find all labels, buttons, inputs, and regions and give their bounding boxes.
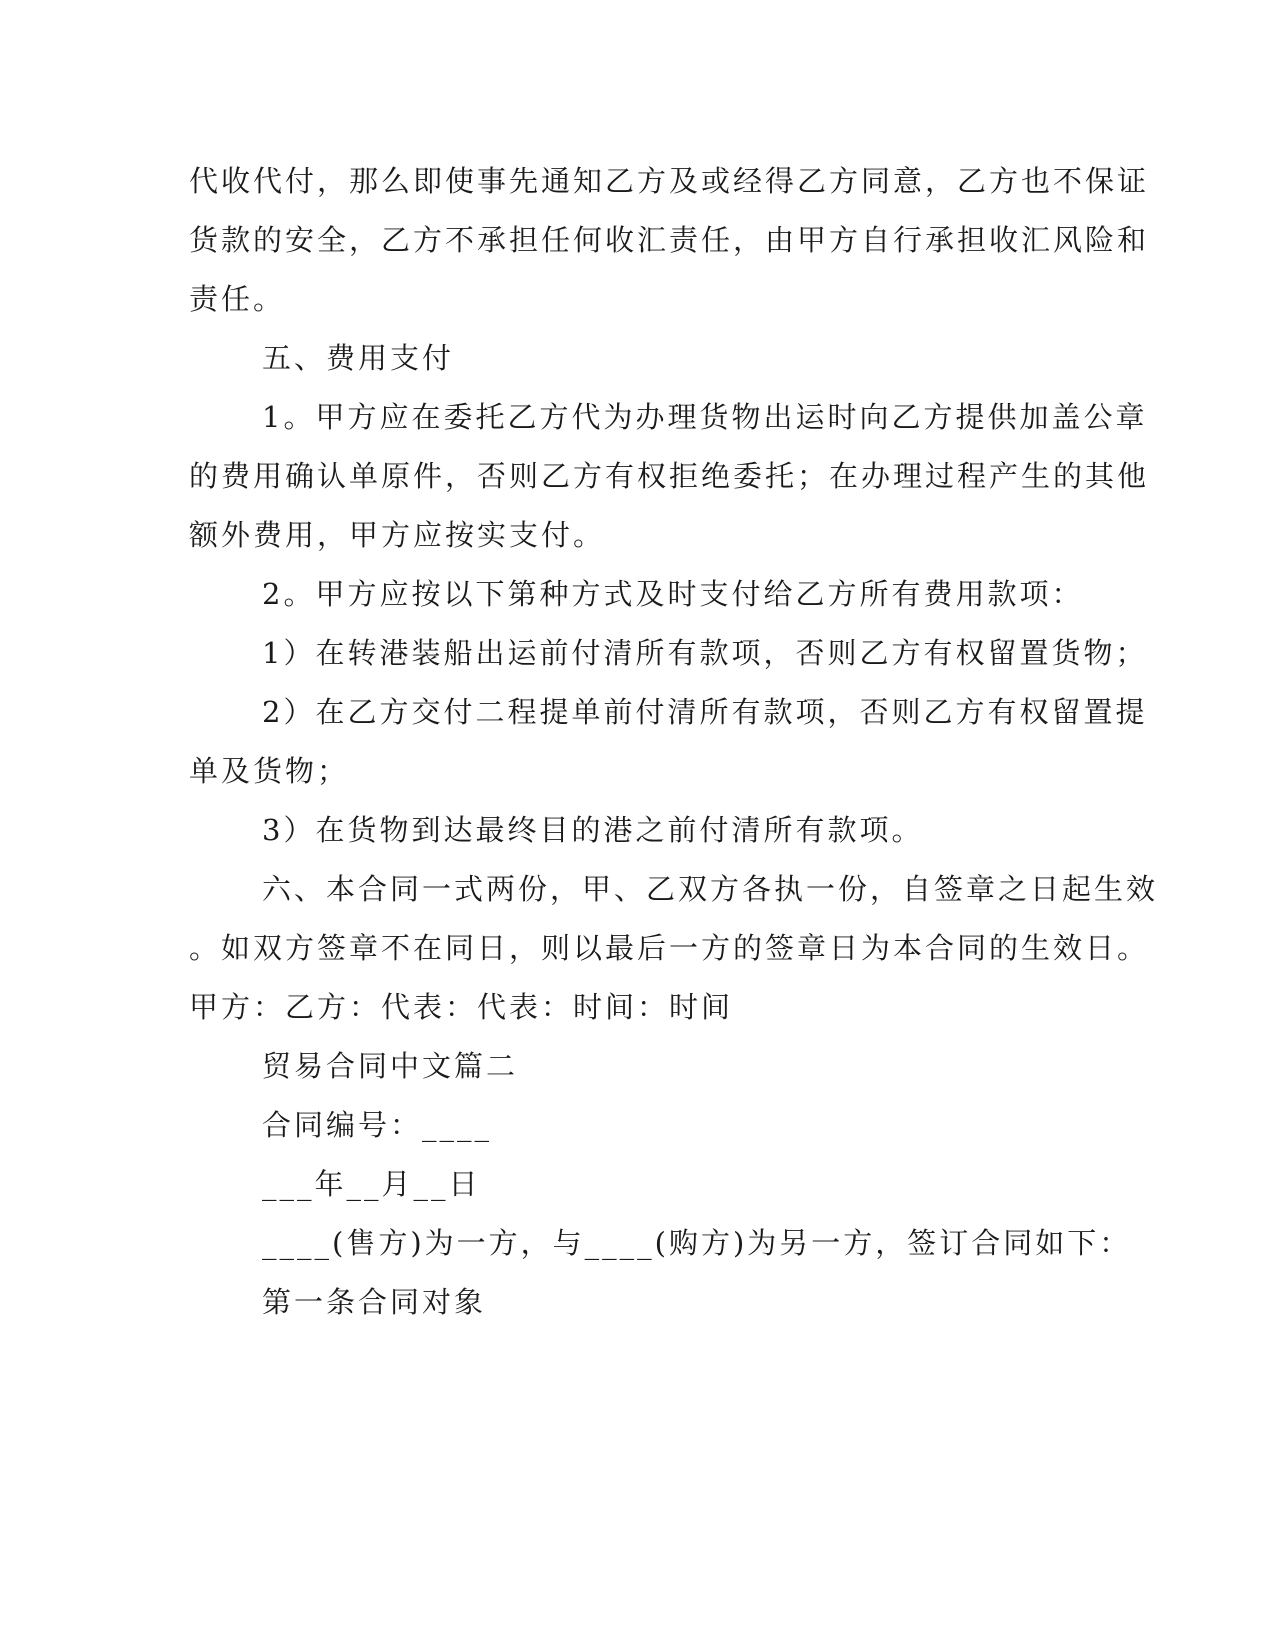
- text-line: 额外费用，甲方应按实支付。: [189, 518, 606, 552]
- text-line: 代收代付，那么即使事先通知乙方及或经得乙方同意，乙方也不保证: [189, 164, 1150, 198]
- article-heading: 第一条合同对象: [262, 1285, 487, 1319]
- text-line: 2）在乙方交付二程提单前付清所有款项，否则乙方有权留置提: [262, 695, 1148, 729]
- contract-number: 合同编号：____: [262, 1108, 493, 1142]
- text-line: 2。甲方应按以下第种方式及时支付给乙方所有费用款项：: [262, 577, 1084, 611]
- text-line: 的费用确认单原件，否则乙方有权拒绝委托；在办理过程产生的其他: [189, 459, 1150, 493]
- text-line: 3）在货物到达最终目的港之前付清所有款项。: [262, 813, 924, 847]
- section-heading: 五、费用支付: [262, 341, 455, 375]
- document-title: 贸易合同中文篇二: [262, 1049, 519, 1083]
- text-line: 六、本合同一式两份，甲、乙双方各执一份，自签章之日起生效: [262, 872, 1159, 906]
- signature-line: 甲方：乙方：代表：代表：时间：时间: [189, 990, 734, 1024]
- contract-date: ___年__月__日: [262, 1167, 481, 1201]
- text-line: 1。甲方应在委托乙方代为办理货物出运时向乙方提供加盖公章: [262, 400, 1148, 434]
- text-line: 货款的安全，乙方不承担任何收汇责任，由甲方自行承担收汇风险和: [189, 223, 1150, 257]
- text-line: 。如双方签章不在同日，则以最后一方的签章日为本合同的生效日。: [189, 931, 1150, 965]
- parties-line: ____(售方)为一方，与____(购方)为另一方，签订合同如下：: [262, 1226, 1132, 1260]
- text-line: 单及货物；: [189, 754, 350, 788]
- text-line: 责任。: [189, 282, 286, 316]
- text-line: 1）在转港装船出运前付清所有款项，否则乙方有权留置货物；: [262, 636, 1148, 670]
